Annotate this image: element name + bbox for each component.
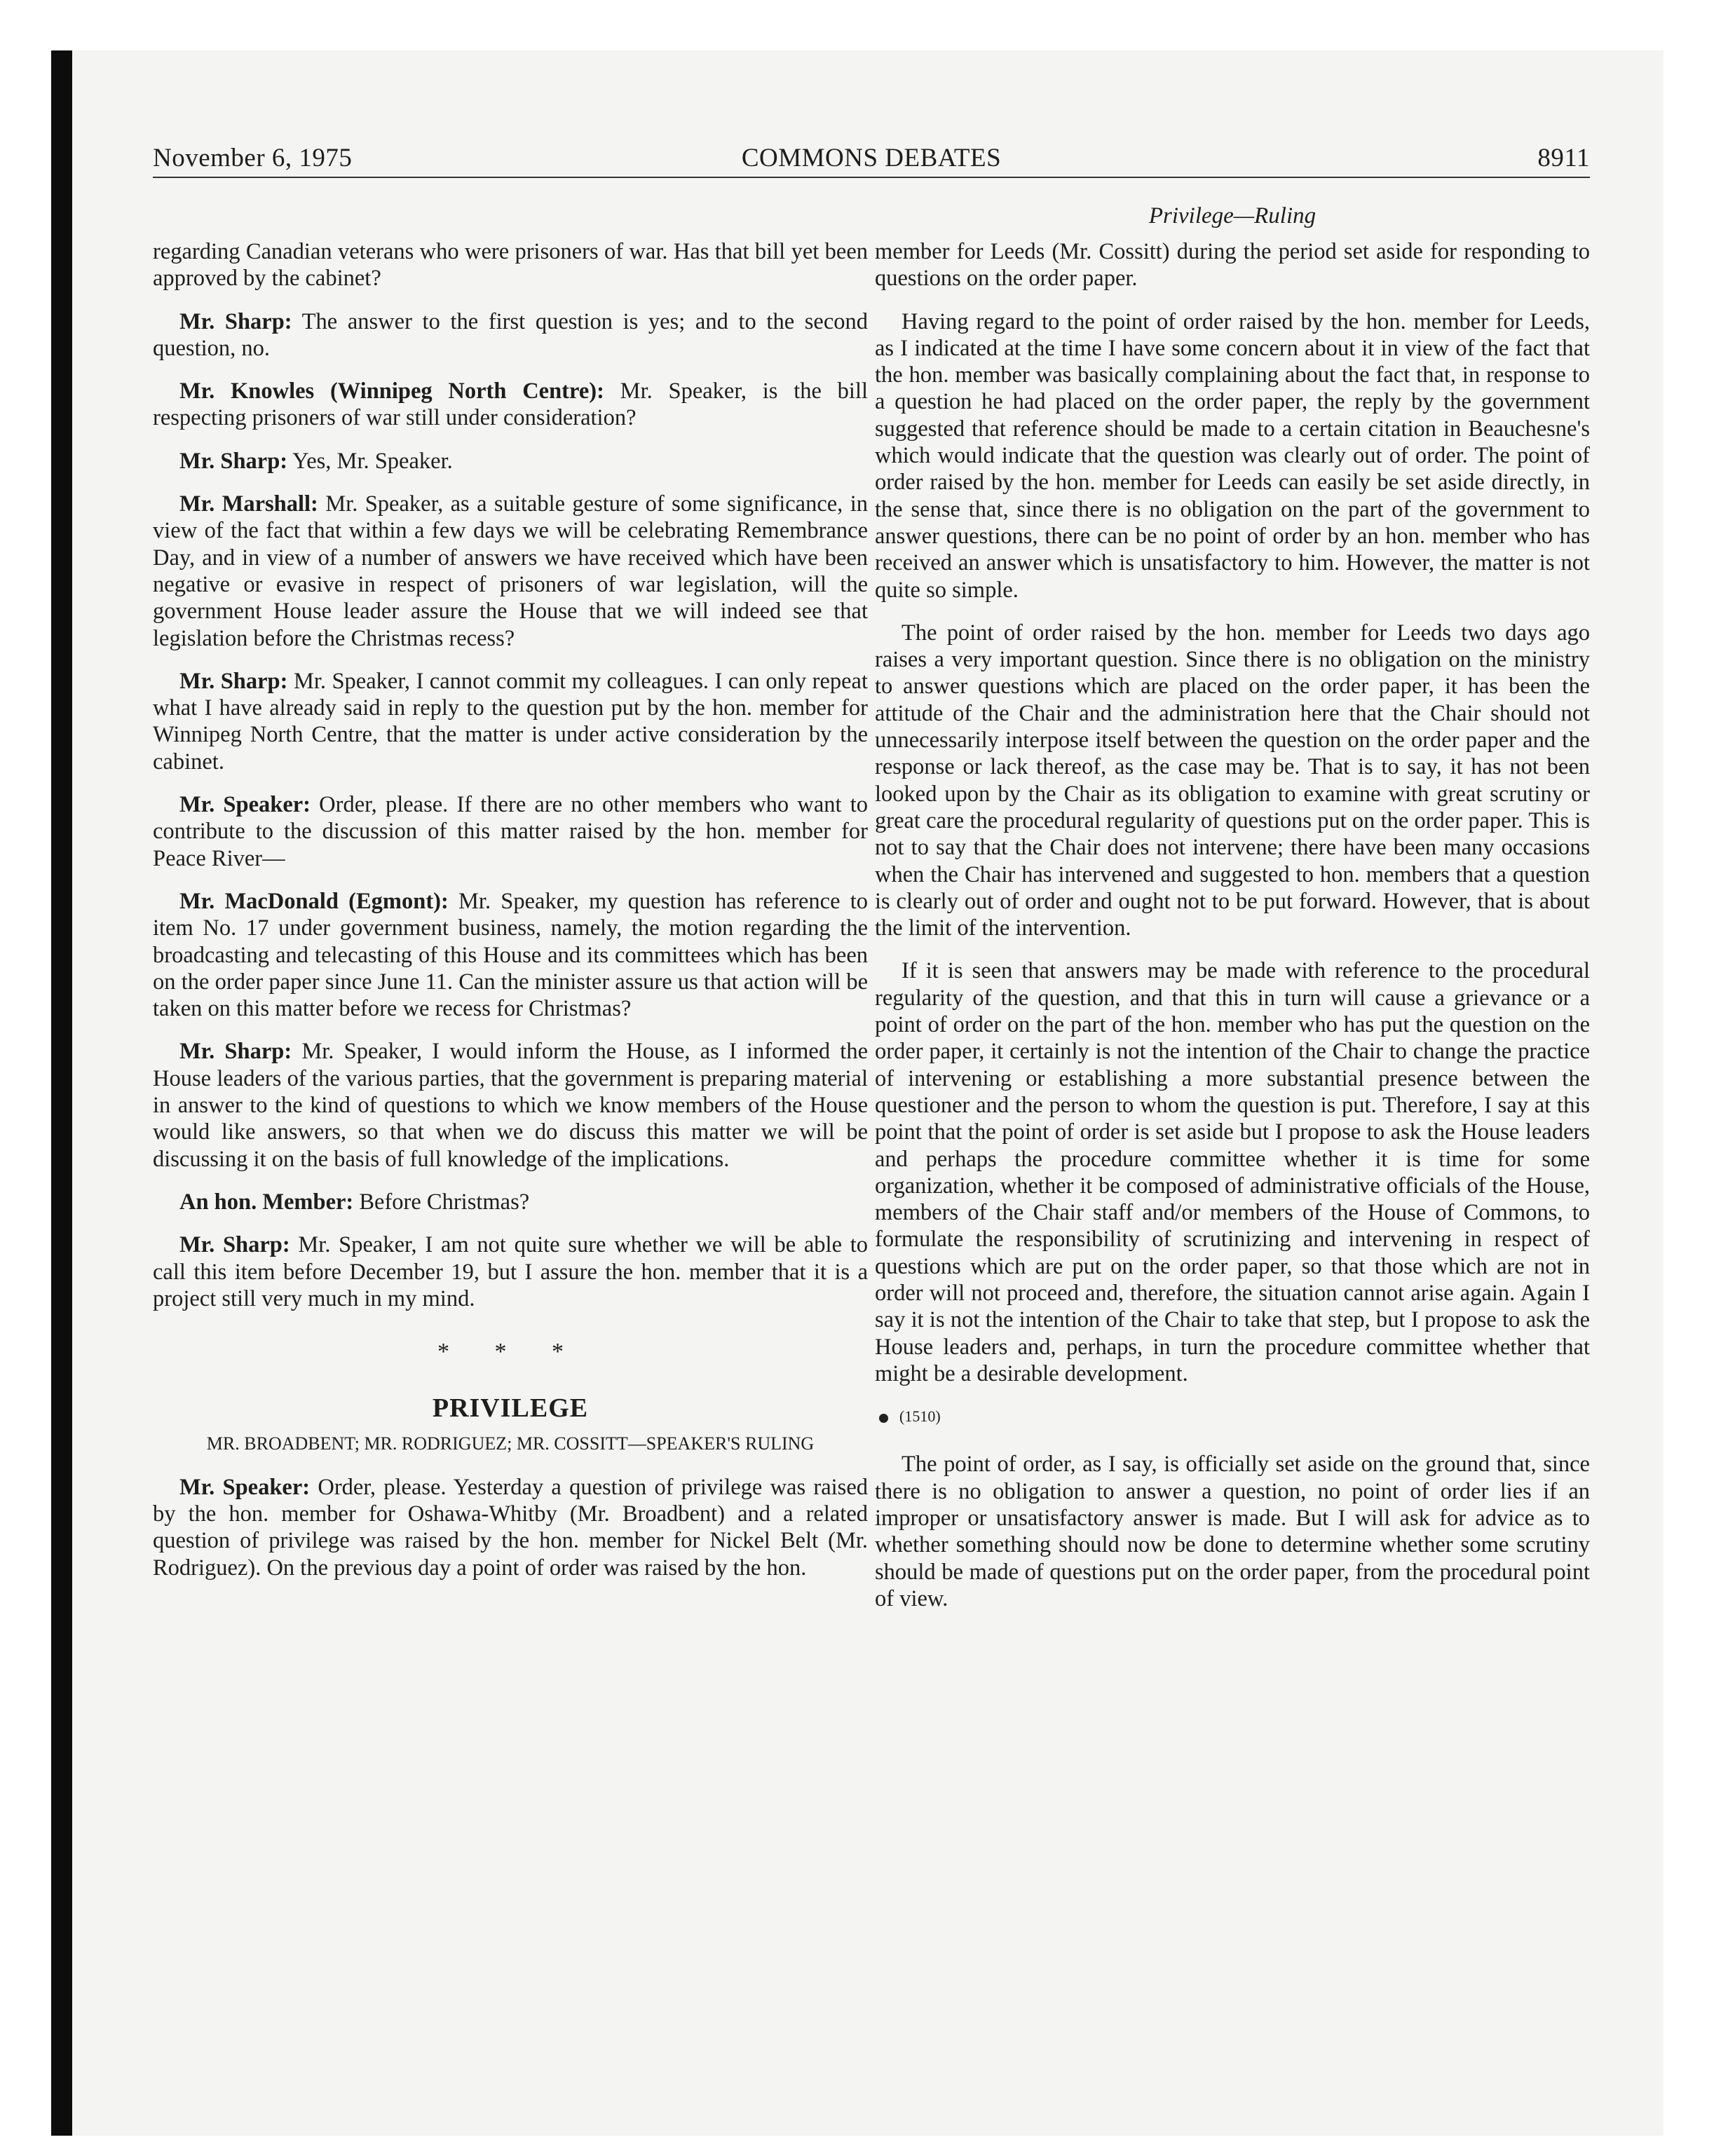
time-marker-label: (1510) xyxy=(899,1407,941,1426)
paragraph-text: Mr. Speaker, as a suitable gesture of some significance, in view of the fact that within a few days we will be celebrating Remembrance Day, and in view of a number of answers we have received which have been negative or evasive in respect of prisoners of war legislation, will the government House leader assure the House that we will indeed see that legislation before the Christmas recess? xyxy=(153,491,868,651)
scan-edge xyxy=(51,50,72,2136)
speaker-name: Mr. Sharp: xyxy=(179,448,288,474)
paragraph: If it is seen that answers may be made with reference to the procedural regularity of the question, and that this in turn will cause a grievance or a point of order on the part of the hon. member who has put the question on the order paper, it certainly is not the intention of the Chair to change the practice of intervening or establishing a more substantial presence between the questioner and the person to whom the question is put. Therefore, I say at this point that the point of order is set aside but I propose to ask the House leaders and perhaps the procedure committee whether it is time for some organization, whether it be composed of administrative officials of the House, members of the Chair staff and/or members of the House of Commons, to formulate the responsibility of scrutinizing and intervening in respect of questions which are put on the order paper, so that those which are not in order will not proceed and, therefore, the situation cannot arise again. Again I say it is not the intention of the Chair to take that step, but I propose to ask the House leaders and, perhaps, in turn the procedure committee whether that might be a desirable development. xyxy=(875,958,1590,1386)
header-page-number: 8911 xyxy=(1537,144,1590,172)
paragraph: The point of order raised by the hon. member for Leeds two days ago raises a very important question. Since there is no obligation on the ministry to answer questions which are placed on the order paper, it has been the attitude of the Chair and the administration here that the Chair should not unnecessarily interpose itself between the question on the order paper and the response or lack thereof, as the case may be. That is to say, it has not been looked upon by the Chair as its obligation to examine with great scrutiny or great care the procedural regularity of questions put on the order paper. This is not to say that the Chair does not intervene; there have been many occasions when the Chair has intervened and suggested to hon. members that a question is clearly out of order and ought not to be put forward. However, that is about the limit of the intervention. xyxy=(875,620,1590,941)
bullet-icon xyxy=(879,1414,888,1423)
running-subheading: Privilege—Ruling xyxy=(1148,203,1316,228)
paragraph xyxy=(153,668,868,775)
speaker-name: An hon. Member: xyxy=(179,1189,354,1215)
paragraph xyxy=(153,888,868,1022)
header-date: November 6, 1975 xyxy=(153,144,353,172)
right-column xyxy=(875,238,1590,1628)
speaker-name: Mr. Sharp: xyxy=(179,308,292,334)
speaker-name: Mr. Sharp: xyxy=(179,1232,290,1258)
paragraph-text: Order, please. Yesterday a question of privilege was raised by the hon. member for Oshawa-Whitby (Mr. Broadbent) and a related question of privilege was raised by the hon. member for Nickel Belt (Mr. Rodriguez). On the previous day a point of order was raised by the hon. xyxy=(153,1474,868,1581)
paragraph-text: Before Christmas? xyxy=(353,1189,530,1215)
speaker-name: Mr. Sharp: xyxy=(179,1039,292,1065)
paragraph-text: Mr. Speaker, is the bill respecting prisoners of war still under consideration? xyxy=(153,378,869,431)
paragraph xyxy=(153,791,868,872)
paragraph xyxy=(153,1038,868,1172)
header-title: COMMONS DEBATES xyxy=(741,144,1002,172)
paragraph xyxy=(153,491,868,652)
paragraph-text: Mr. Speaker, my question has reference to item No. 17 under government business, namely, the motion regarding the broadcasting and telecasting of this House and its committees which has been on the order paper since June 11. Can the minister assure us that action will be taken on this matter before we recess for Christmas? xyxy=(153,888,869,1022)
paragraph: member for Leeds (Mr. Cossitt) during the period set aside for responding to questions on the order paper. xyxy=(875,239,1590,292)
speaker-name: Mr. MacDonald (Egmont): xyxy=(179,888,449,914)
section-separator: * * * xyxy=(437,1339,583,1365)
section-subtitle: MR. BROADBENT; MR. RODRIGUEZ; MR. COSSITT—SPEAKER'S RULING xyxy=(206,1433,815,1454)
section-title: PRIVILEGE xyxy=(432,1393,589,1424)
paragraph: Having regard to the point of order raised by the hon. member for Leeds, as I indicated at the time I have some concern about it in view of the fact that the hon. member was basically complaining about the fact that, in response to a question he had placed on the order paper, the reply by the government suggested that reference should be made to a certain citation in Beauchesne's which would indicate that the question was clearly out of order. The point of order raised by the hon. member for Leeds can easily be set aside directly, in the sense that, since there is no obligation on the part of the government to answer questions, there can be no point of order by an hon. member who has received an answer which is unsatisfactory to him. However, the matter is not quite so simple. xyxy=(875,308,1590,603)
paragraph xyxy=(153,308,868,362)
paragraph xyxy=(153,1231,868,1312)
paragraph xyxy=(153,1474,868,1581)
paragraph: The point of order, as I say, is officially set aside on the ground that, since there is no obligation to answer a question, no point of order lies if an improper or unsatisfactory answer is made. But I will ask for advice as to whether something should now be done to determine whether some scrutiny should be made of questions put on the order paper, from the procedural point of view. xyxy=(875,1452,1590,1611)
speaker-name: Mr. Marshall: xyxy=(179,491,318,517)
paragraph-text: Yes, Mr. Speaker. xyxy=(287,448,453,474)
left-column xyxy=(153,238,868,1597)
paragraph-text: Mr. Speaker, I cannot commit my colleagues. I can only repeat what I have already said in reply to the question put by the hon. member for Winnipeg North Centre, that the matter is under active consideration by the cabinet. xyxy=(153,668,868,775)
speaker-name: Mr. Speaker: xyxy=(179,792,311,818)
paragraph-text: Order, please. If there are no other members who want to contribute to the discussion of this matter raised by the hon. member for Peace River— xyxy=(153,792,868,871)
paragraph xyxy=(153,378,868,432)
speaker-name: Mr. Speaker: xyxy=(179,1474,311,1500)
running-header xyxy=(153,142,1590,178)
paragraph-text: regarding Canadian veterans who were prisoners of war. Has that bill yet been approved by the cabinet? xyxy=(153,239,868,292)
paragraph xyxy=(153,448,868,475)
speaker-name: Mr. Knowles (Winnipeg North Centre): xyxy=(179,378,604,404)
paragraph-text: Mr. Speaker, I would inform the House, as I informed the House leaders of the various parties, that the government is preparing material in answer to the kind of questions to which we know members of the House would like answers, so that when we do discuss this matter we will be discussing it on the basis of full knowledge of the implications. xyxy=(153,1039,868,1172)
paragraph-text: Mr. Speaker, I am not quite sure whether we will be able to call this item before December 19, but I assure the hon. member that it is a project still very much in my mind. xyxy=(153,1232,868,1311)
paragraph-text: The answer to the first question is yes; and to the second question, no. xyxy=(153,308,869,361)
paragraph xyxy=(153,1189,868,1215)
speaker-name: Mr. Sharp: xyxy=(179,668,288,694)
paragraph xyxy=(153,238,868,292)
time-marker xyxy=(879,1403,1590,1430)
